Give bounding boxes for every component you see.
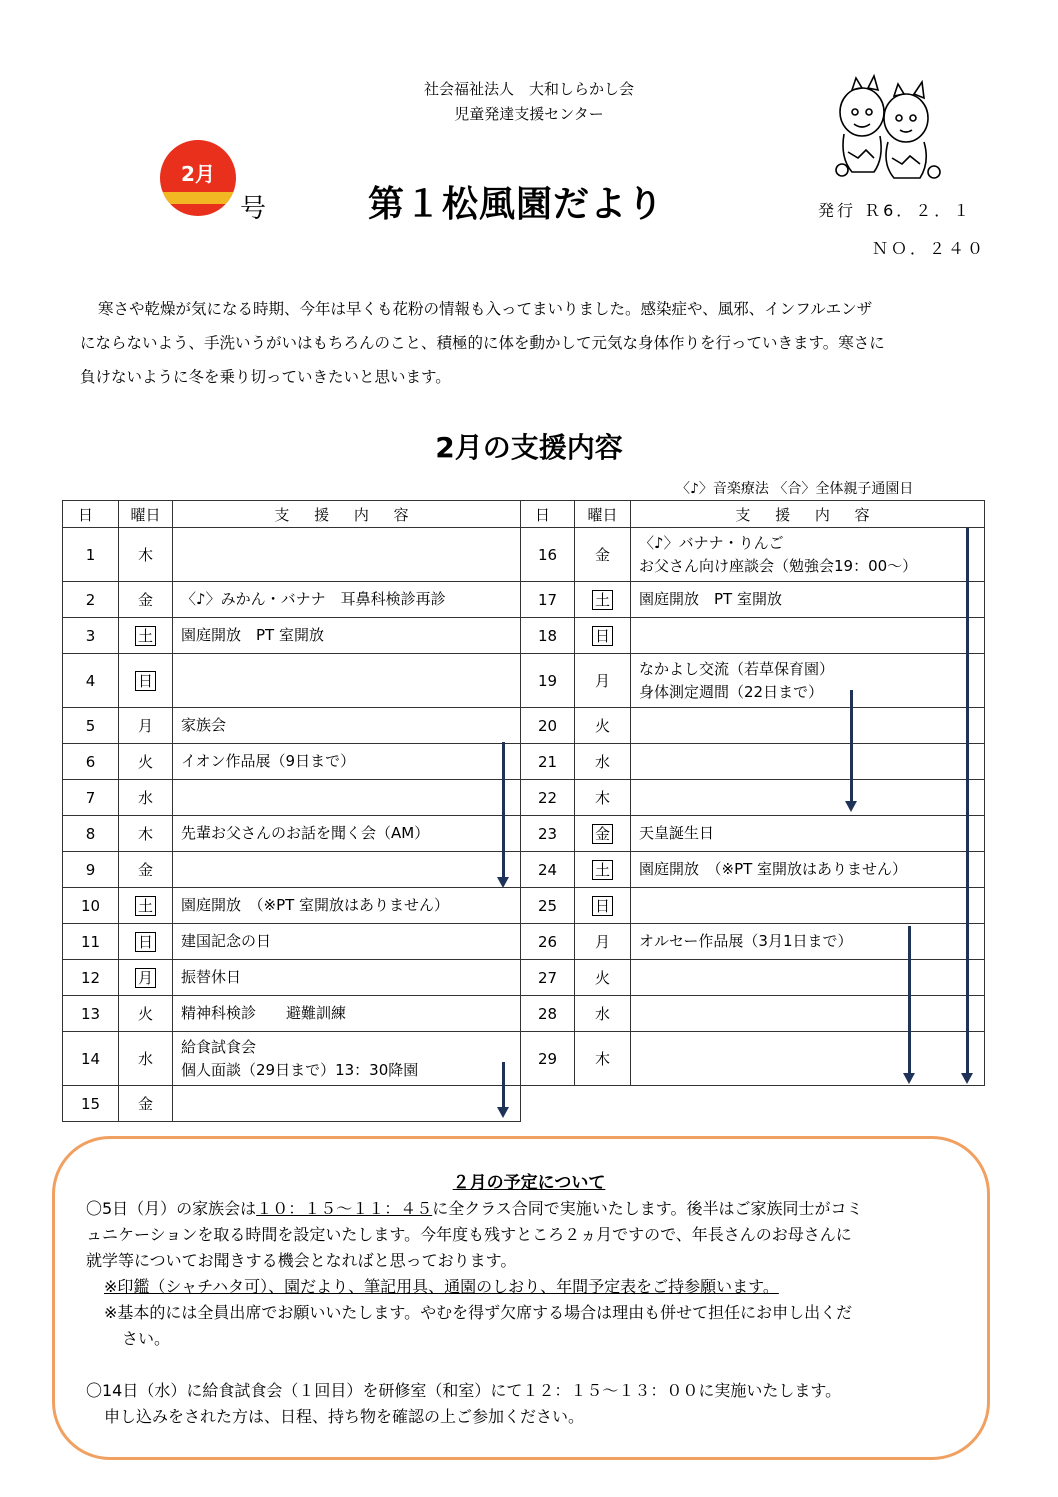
- day-cell: 28: [521, 996, 575, 1032]
- content-line: オルセー作品展（3月1日まで）: [639, 932, 853, 950]
- weekday-cell: [119, 1032, 173, 1086]
- notice-item-attendance: ※基本的には全員出席でお願いいたします。やむを得ず欠席する場合は理由も併せて担任にお申し出くだ: [104, 1303, 853, 1322]
- weekday-cell: [575, 852, 631, 888]
- day-cell: 27: [521, 960, 575, 996]
- weekday-cell: [575, 960, 631, 996]
- notice-title: ２月の予定について: [452, 1173, 606, 1193]
- day-cell: 4: [63, 654, 119, 708]
- weekday-cell: [119, 528, 173, 582]
- intro-line: 負けないように冬を乗り切っていきたいと思います。: [80, 368, 451, 386]
- badge-label: 2月: [181, 162, 215, 186]
- notice-item-bring: ※印鑑（シャチハタ可）、園だより、筆記用具、通園のしおり、年間予定表をご持参願います。: [104, 1277, 779, 1296]
- holiday-weekday: 金: [592, 824, 613, 844]
- weekday-cell: [119, 852, 173, 888]
- day-cell: 6: [63, 744, 119, 780]
- content-line: イオン作品展（9日まで）: [181, 752, 356, 770]
- weekday-cell: [575, 582, 631, 618]
- intro-line: にならないよう、手洗いうがいはもちろんのこと、積極的に体を動かして元気な身体作りを行っていきます。寒さに: [80, 334, 885, 352]
- newsletter-title: 第１松風園だより: [368, 184, 665, 225]
- weekday-cell: [575, 924, 631, 960]
- content-line: 園庭開放 PT 室開放: [639, 590, 782, 608]
- day-cell: 5: [63, 708, 119, 744]
- weekday: 木: [137, 825, 153, 843]
- table-row: [63, 852, 521, 888]
- content-cell: [173, 582, 521, 618]
- content-line: 先輩お父さんのお話を聞く会（AM）: [181, 824, 430, 842]
- table-row: [521, 888, 985, 924]
- weekday-cell: [575, 618, 631, 654]
- table-header-row: [63, 501, 521, 528]
- content-cell: [631, 852, 985, 888]
- table-row: [63, 1032, 521, 1086]
- content-line: 個人面談（29日まで）13：30降園: [181, 1060, 419, 1079]
- content-line: 〈♪〉みかん・バナナ 耳鼻科検診再診: [181, 590, 446, 608]
- content-cell: [631, 528, 985, 582]
- weekday-cell: [575, 744, 631, 780]
- content-line: お父さん向け座談会（勉強会19：00～）: [639, 556, 918, 575]
- content-cell: [631, 1032, 985, 1086]
- holiday-weekday: 月: [135, 968, 156, 988]
- content-cell: [631, 960, 985, 996]
- notice-text: 〇5日（月）の家族会は: [86, 1199, 257, 1218]
- duration-arrow-icon: [502, 742, 505, 878]
- weekday: 木: [594, 1050, 610, 1068]
- schedule-table-right: [520, 500, 985, 1086]
- weekday: 火: [594, 969, 610, 987]
- day-cell: 15: [63, 1086, 119, 1122]
- duration-arrow-icon: [502, 1062, 505, 1108]
- day-cell: 12: [63, 960, 119, 996]
- weekday-cell: [119, 996, 173, 1032]
- notice-line: 就学等についてお聞きする機会となればと思っております。: [86, 1251, 517, 1270]
- holiday-weekday: 日: [135, 671, 156, 691]
- weekday-cell: [119, 744, 173, 780]
- table-header-row: [521, 501, 985, 528]
- table-row: [521, 744, 985, 780]
- notice-time: １０：１５～１１：４５: [256, 1199, 433, 1218]
- weekday: 月: [594, 672, 610, 690]
- table-row: [63, 654, 521, 708]
- day-cell: 24: [521, 852, 575, 888]
- content-cell: [631, 816, 985, 852]
- holiday-weekday: 土: [592, 860, 613, 880]
- content-cell: [173, 744, 521, 780]
- content-cell: [173, 654, 521, 708]
- weekday-cell: [119, 816, 173, 852]
- day-cell: 11: [63, 924, 119, 960]
- weekday: 火: [594, 717, 610, 735]
- holiday-weekday: 土: [135, 626, 156, 646]
- content-line: 園庭開放 （※PT 室開放はありません）: [639, 860, 908, 878]
- weekday: 水: [137, 1050, 153, 1068]
- month-badge: [160, 140, 236, 216]
- column-header-day: 日: [63, 501, 119, 528]
- duration-arrow-icon: [850, 690, 853, 802]
- table-row: [63, 996, 521, 1032]
- content-cell: [631, 582, 985, 618]
- day-cell: 22: [521, 780, 575, 816]
- day-cell: 3: [63, 618, 119, 654]
- table-row: [521, 618, 985, 654]
- content-cell: [173, 528, 521, 582]
- day-cell: 9: [63, 852, 119, 888]
- weekday-cell: [119, 708, 173, 744]
- content-line: 天皇誕生日: [639, 824, 715, 842]
- content-cell: [631, 618, 985, 654]
- day-cell: 18: [521, 618, 575, 654]
- content-cell: [631, 888, 985, 924]
- table-row: [521, 528, 985, 582]
- schedule-legend: 〈♪〉音楽療法 〈合〉全体親子通園日: [676, 481, 914, 497]
- content-line: 振替休日: [181, 968, 242, 986]
- content-cell: [631, 996, 985, 1032]
- weekday: 金: [594, 546, 610, 564]
- schedule-heading: 2月の支援内容: [435, 431, 623, 464]
- table-row: [63, 582, 521, 618]
- weekday-cell: [119, 618, 173, 654]
- content-line: なかよし交流（若草保育園）: [639, 659, 835, 678]
- org-name: 社会福祉法人 大和しらかし会: [423, 80, 634, 98]
- issue-date: 発行 Ｒ6．２．１: [818, 201, 973, 220]
- table-row: [521, 780, 985, 816]
- content-cell: [631, 744, 985, 780]
- content-line: 家族会: [181, 716, 227, 734]
- weekday-cell: [575, 654, 631, 708]
- weekday-cell: [119, 888, 173, 924]
- duration-arrow-icon: [966, 528, 969, 1074]
- table-row: [521, 924, 985, 960]
- table-row: [63, 1086, 521, 1122]
- day-cell: 16: [521, 528, 575, 582]
- column-header-day: 日: [521, 501, 575, 528]
- holiday-weekday: 日: [592, 896, 613, 916]
- weekday-cell: [575, 1032, 631, 1086]
- weekday-cell: [119, 654, 173, 708]
- day-cell: 7: [63, 780, 119, 816]
- notice-body: [86, 1196, 986, 1430]
- column-header-content: 支 援 内 容: [173, 501, 521, 528]
- duration-arrow-icon: [908, 926, 911, 1074]
- content-line: 園庭開放 （※PT 室開放はありません）: [181, 896, 450, 914]
- content-cell: [173, 924, 521, 960]
- badge-stripe: [160, 192, 236, 204]
- table-row: [63, 960, 521, 996]
- weekday: 金: [137, 1095, 153, 1113]
- table-row: [521, 582, 985, 618]
- weekday-cell: [575, 708, 631, 744]
- day-cell: 21: [521, 744, 575, 780]
- notice-line: [86, 1196, 986, 1222]
- table-row: [63, 708, 521, 744]
- table-row: [521, 960, 985, 996]
- table-row: [63, 618, 521, 654]
- day-cell: 29: [521, 1032, 575, 1086]
- org-department: 児童発達支援センター: [454, 105, 604, 123]
- weekday-cell: [119, 1086, 173, 1122]
- holiday-weekday: 土: [135, 896, 156, 916]
- table-row: [63, 924, 521, 960]
- day-cell: 23: [521, 816, 575, 852]
- weekday-cell: [575, 528, 631, 582]
- weekday: 金: [137, 591, 153, 609]
- weekday-cell: [119, 960, 173, 996]
- intro-line: 寒さや乾燥が気になる時期、今年は早くも花粉の情報も入ってまいりました。感染症や、風邪、インフルエンザ: [98, 300, 873, 318]
- intro-text: [80, 292, 990, 394]
- weekday: 月: [137, 717, 153, 735]
- holiday-weekday: 土: [592, 590, 613, 610]
- content-cell: [173, 852, 521, 888]
- issue-number: ＮＯ．２４０: [872, 239, 987, 258]
- weekday: 木: [594, 789, 610, 807]
- weekday: 水: [594, 1005, 610, 1023]
- table-row: [63, 744, 521, 780]
- content-line: 精神科検診 避難訓練: [181, 1004, 347, 1022]
- weekday-cell: [575, 816, 631, 852]
- issue-suffix: 号: [240, 194, 267, 224]
- day-cell: 14: [63, 1032, 119, 1086]
- oni-illustration-icon: [822, 72, 944, 188]
- day-cell: 13: [63, 996, 119, 1032]
- content-cell: [173, 816, 521, 852]
- weekday-cell: [119, 780, 173, 816]
- notice-item-attendance-cont: さい。: [122, 1329, 171, 1348]
- table-row: [521, 654, 985, 708]
- weekday-cell: [575, 996, 631, 1032]
- day-cell: 10: [63, 888, 119, 924]
- content-cell: [631, 708, 985, 744]
- day-cell: 25: [521, 888, 575, 924]
- weekday-cell: [119, 582, 173, 618]
- table-row: [521, 816, 985, 852]
- day-cell: 20: [521, 708, 575, 744]
- content-cell: [173, 888, 521, 924]
- table-row: [63, 888, 521, 924]
- day-cell: 26: [521, 924, 575, 960]
- spacer: [86, 1352, 986, 1378]
- schedule-table-left: [62, 500, 521, 1122]
- notice-line: 申し込みをされた方は、日程、持ち物を確認の上ご参加ください。: [104, 1407, 585, 1426]
- content-cell: [631, 780, 985, 816]
- weekday-cell: [575, 780, 631, 816]
- day-cell: 17: [521, 582, 575, 618]
- weekday: 木: [137, 546, 153, 564]
- table-row: [521, 852, 985, 888]
- holiday-weekday: 日: [592, 626, 613, 646]
- weekday: 月: [594, 933, 610, 951]
- day-cell: 1: [63, 528, 119, 582]
- weekday: 金: [137, 861, 153, 879]
- content-cell: [631, 924, 985, 960]
- weekday: 水: [137, 789, 153, 807]
- content-cell: [173, 618, 521, 654]
- day-cell: 2: [63, 582, 119, 618]
- notice-line: 〇14日（水）に給食試食会（１回目）を研修室（和室）にて１２：１５～１３：００に実施いたします。: [86, 1381, 842, 1400]
- table-row: [63, 780, 521, 816]
- table-row: [63, 528, 521, 582]
- content-cell: [173, 708, 521, 744]
- column-header-content: 支 援 内 容: [631, 501, 985, 528]
- table-row: [63, 816, 521, 852]
- content-cell: [173, 780, 521, 816]
- content-line: 〈♪〉バナナ・りんご: [639, 533, 784, 552]
- content-cell: [631, 654, 985, 708]
- holiday-weekday: 日: [135, 932, 156, 952]
- weekday-cell: [119, 924, 173, 960]
- column-header-weekday: 曜日: [119, 501, 173, 528]
- day-cell: 19: [521, 654, 575, 708]
- content-cell: [173, 1032, 521, 1086]
- weekday-cell: [575, 888, 631, 924]
- column-header-weekday: 曜日: [575, 501, 631, 528]
- table-row: [521, 996, 985, 1032]
- content-line: 身体測定週間（22日まで）: [639, 682, 824, 701]
- content-line: 給食試食会: [181, 1037, 257, 1056]
- content-line: 園庭開放 PT 室開放: [181, 626, 324, 644]
- weekday: 水: [594, 753, 610, 771]
- notice-line: ュニケーションを取る時間を設定いたします。今年度も残すところ２ヵ月ですので、年長さんのお母さんに: [86, 1225, 852, 1244]
- weekday: 火: [137, 753, 153, 771]
- weekday: 火: [137, 1005, 153, 1023]
- table-row: [521, 708, 985, 744]
- content-line: 建国記念の日: [181, 932, 272, 950]
- content-cell: [173, 996, 521, 1032]
- content-cell: [173, 1086, 521, 1122]
- content-cell: [173, 960, 521, 996]
- notice-text: に全クラス合同で実施いたします。後半はご家族同士がコミ: [432, 1199, 863, 1218]
- day-cell: 8: [63, 816, 119, 852]
